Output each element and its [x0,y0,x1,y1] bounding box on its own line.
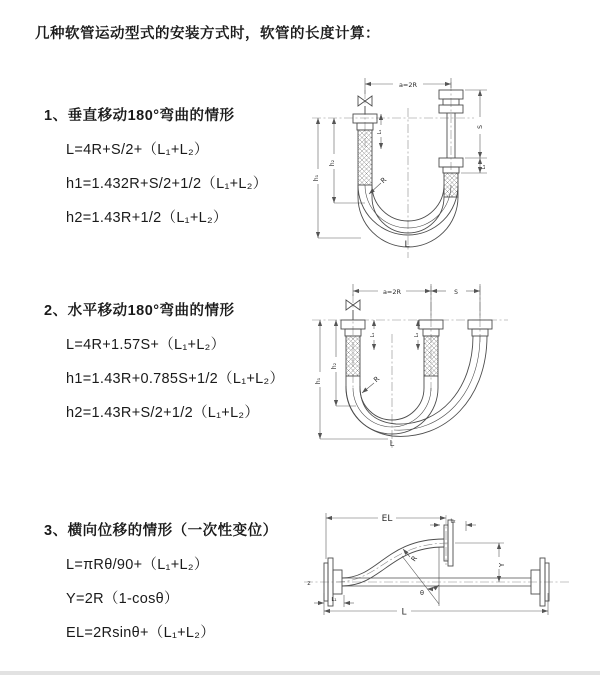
section-vertical-bend [44,104,268,240]
diagram-horizontal-180-bend [308,276,593,456]
section-lateral-displacement [44,519,278,655]
dim-label-el: EL [381,514,393,524]
dim-label-a2r: a=2R [382,288,402,296]
braided-hose-left [358,130,372,185]
braided-hose-left [346,336,360,376]
section-heading: 3、横向位移的情形（一次性变位） [44,523,278,539]
centerlines [312,82,474,258]
formula-line: EL=2Rsinθ+（L₁+L₂） [66,625,216,641]
dim-label-l1: L₁ [331,597,337,603]
formula-line: L=4R+S/2+（L₁+L₂） [66,142,209,158]
dim-label-s: S [477,125,484,129]
radius-label: R [409,554,420,564]
length-label: L [404,240,410,250]
dimension-lines [314,513,548,615]
dim-label-y: Y [498,562,506,568]
diagram-vertical-180-bend-svg [308,70,578,262]
section-heading: 2、水平移动180°弯曲的情形 [44,303,235,319]
formula-line: L=πRθ/90+（L₁+L₂） [66,557,209,573]
hose-assembly [341,300,492,436]
braided-hose-middle [424,336,438,376]
section-horizontal-bend [44,299,284,435]
dimension-lines [320,284,480,439]
length-label: L [401,607,407,618]
length-label: L [389,439,395,448]
radius-label: R [379,175,389,186]
dim-label-h1: h₁ [313,174,320,182]
formula-line: h2=1.43R+S/2+1/2（L₁+L₂） [66,405,260,421]
angle-label: θ [420,589,424,597]
dim-label-l2: L₂ [414,332,420,338]
weld-mark: z [307,580,311,587]
formula-line: Y=2R（1-cosθ） [66,591,179,607]
formula-line: h1=1.43R+0.785S+1/2（L₁+L₂） [66,371,285,387]
dim-label-h2: h₂ [331,362,338,370]
dim-label-a2r: a=2R [398,81,418,89]
diagram-vertical-180-bend [308,70,578,262]
dim-label-h2: h₂ [329,159,336,167]
diagram-horizontal-180-bend-svg [308,276,593,456]
section-heading: 1、垂直移动180°弯曲的情形 [44,108,235,124]
diagram-lateral-displacement [298,503,590,648]
formula-line: h1=1.432R+S/2+1/2（L₁+L₂） [66,176,268,192]
radius-label: R [372,374,382,385]
formula-line: h2=1.43R+1/2（L₁+L₂） [66,210,228,226]
formula-line: L=4R+1.57S+（L₁+L₂） [66,337,226,353]
dim-label-l2: L₂ [450,518,456,525]
dim-label-l1: L₁ [370,332,376,338]
dim-label-s: S [454,289,458,296]
dim-label-h1: h₁ [315,377,322,385]
hose-assembly [324,520,549,606]
diagram-lateral-displacement-svg [298,503,590,648]
document-title: 几种软管运动型式的安装方式时，软管的长度计算： [35,26,380,42]
dim-label-l2: L₂ [481,164,487,170]
dim-label-l1: L₁ [377,129,383,135]
